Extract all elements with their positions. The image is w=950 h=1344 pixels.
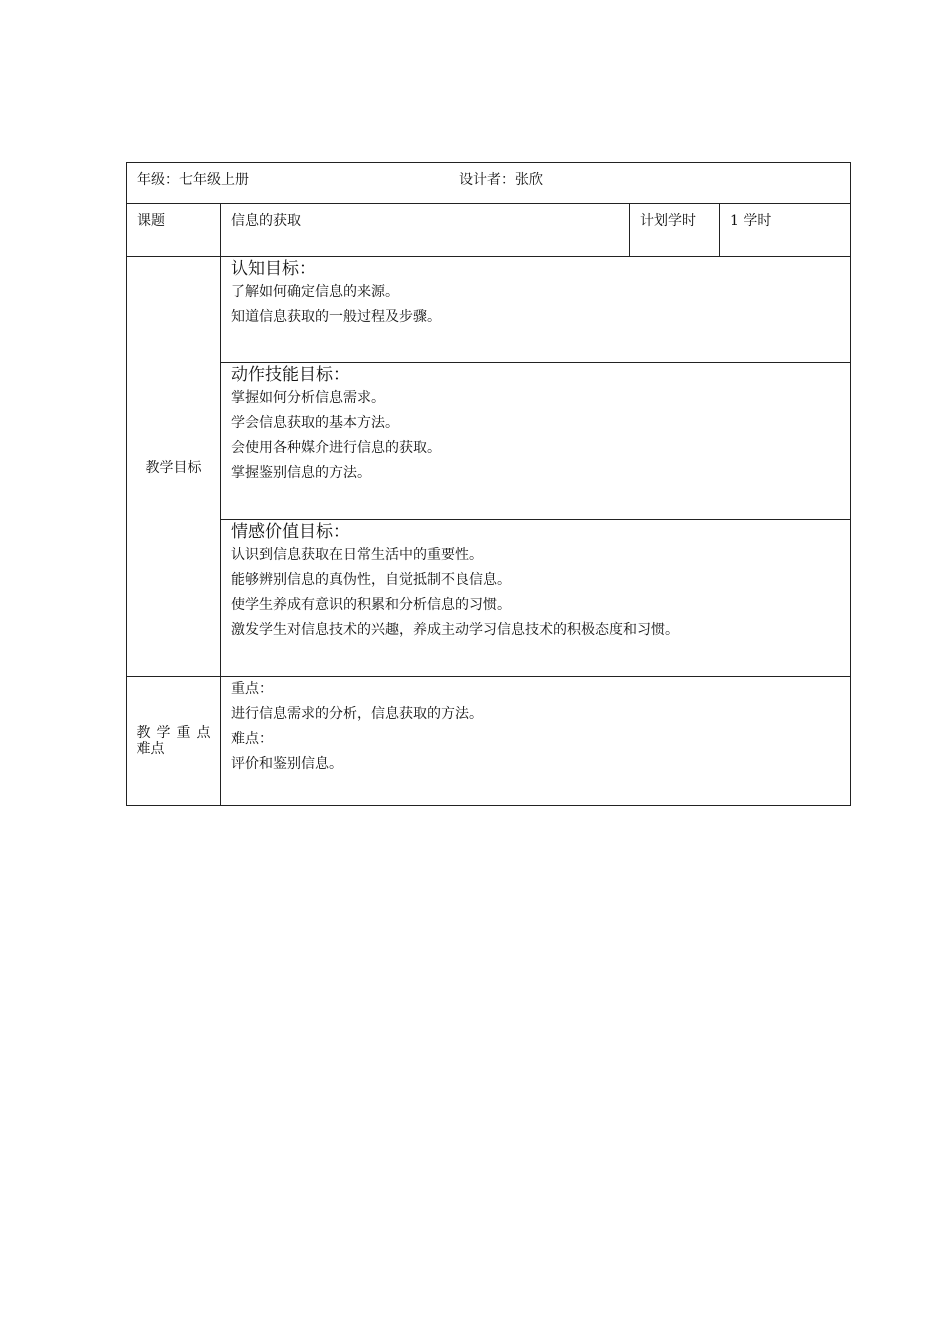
difficulty-title: 难点： [231, 731, 273, 747]
objective-title: 动作技能目标： [231, 365, 350, 385]
objective-line: 掌握鉴别信息的方法。 [231, 465, 371, 481]
affective-objectives [221, 520, 850, 676]
objective-line: 掌握如何分析信息需求。 [231, 390, 385, 406]
objective-line: 使学生养成有意识的积累和分析信息的习惯。 [231, 597, 511, 613]
skill-objectives [221, 363, 850, 519]
objective-line: 认识到信息获取在日常生活中的重要性。 [231, 547, 483, 563]
objective-line: 知道信息获取的一般过程及步骤。 [231, 309, 441, 325]
header-row [127, 163, 851, 204]
topic-label: 课题 [127, 204, 221, 257]
objective-line: 激发学生对信息技术的兴趣，养成主动学习信息技术的积极态度和习惯。 [231, 622, 679, 638]
hours-value: 1 学时 [720, 204, 851, 257]
key-text: 进行信息需求的分析，信息获取的方法。 [231, 706, 483, 722]
hours-label: 计划学时 [630, 204, 720, 257]
keypoints-label [127, 677, 221, 806]
cognitive-objectives [221, 257, 850, 362]
key-title: 重点： [231, 681, 273, 697]
lesson-plan-table [126, 162, 851, 806]
objective-title: 情感价值目标： [231, 522, 350, 542]
objective-line: 学会信息获取的基本方法。 [231, 415, 399, 431]
keypoints-cell [221, 677, 851, 806]
objective-line: 会使用各种媒介进行信息的获取。 [231, 440, 441, 456]
topic-value: 信息的获取 [221, 204, 630, 257]
designer-text: 设计者：张欣 [459, 172, 543, 188]
objectives-cell [221, 257, 851, 677]
objective-line: 了解如何确定信息的来源。 [231, 284, 399, 300]
keypoints-label-line2: 难点 [136, 741, 165, 757]
keypoints-label-line1: 教学重点 [136, 725, 211, 741]
objectives-label: 教学目标 [127, 257, 221, 677]
objective-line: 能够辨别信息的真伪性，自觉抵制不良信息。 [231, 572, 511, 588]
difficulty-text: 评价和鉴别信息。 [231, 756, 343, 772]
grade-text: 年级：七年级上册 [137, 172, 249, 188]
objective-title: 认知目标： [231, 259, 316, 279]
